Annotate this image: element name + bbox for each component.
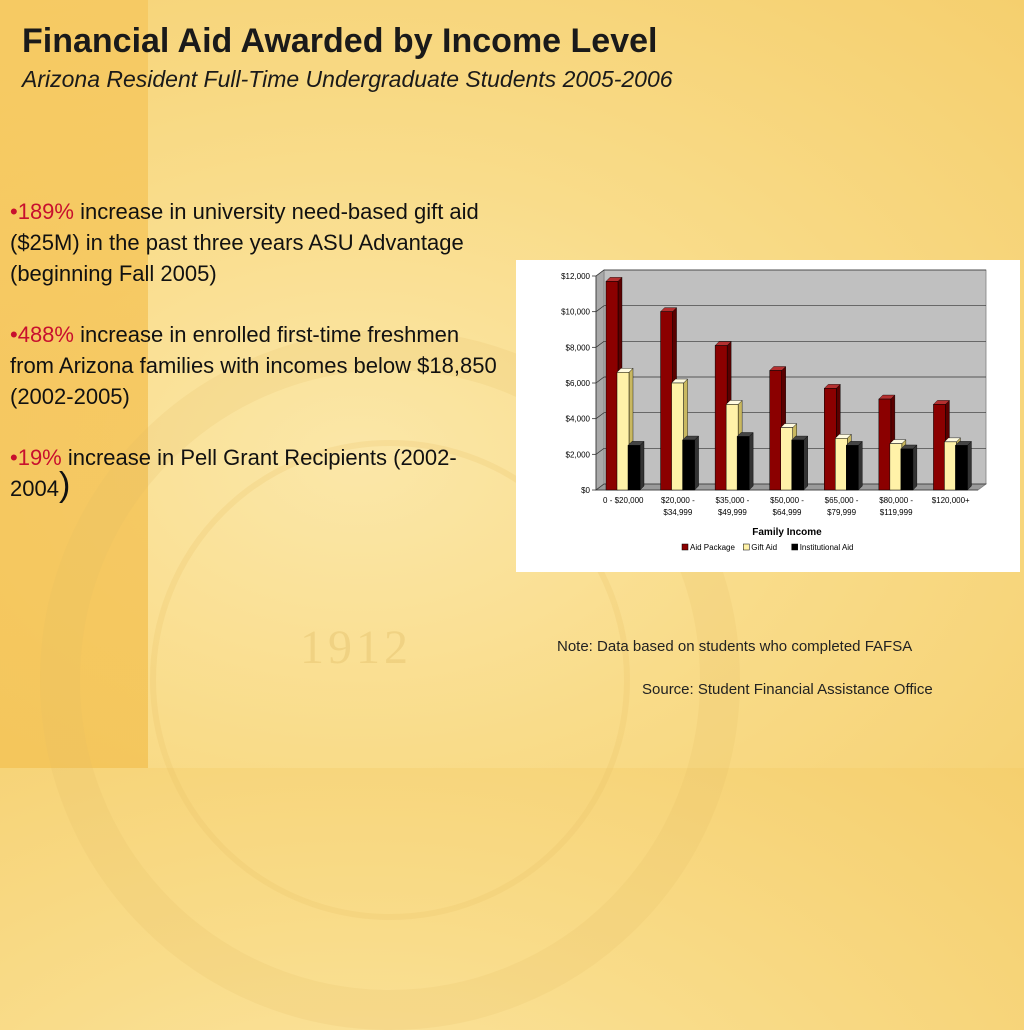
bar-gift-aid	[617, 372, 629, 490]
x-tick-label: 0 - $20,000	[603, 496, 644, 505]
financial-aid-bar-chart	[516, 260, 1020, 572]
legend-label: Institutional Aid	[799, 543, 854, 552]
bar-aid-package	[824, 388, 836, 490]
y-tick-label: $4,000	[565, 414, 590, 424]
bar-side	[640, 441, 644, 490]
bar-aid-package	[606, 281, 618, 490]
bullet-text: increase in enrolled first-time freshmen from Arizona families with incomes below $18,850 (2002-2005)	[10, 322, 497, 409]
y-tick-label: $6,000	[565, 379, 590, 388]
bar-gift-aid	[835, 438, 847, 490]
x-tick-label: $49,999	[717, 508, 747, 517]
bar-side	[804, 436, 808, 490]
x-tick-label: $65,000 -	[824, 496, 859, 505]
bar-side	[913, 445, 917, 490]
bar-aid-package	[715, 346, 727, 490]
legend-swatch	[682, 544, 688, 550]
bullet-closing-paren: )	[58, 466, 71, 504]
legend-label: Aid Package	[690, 543, 735, 552]
x-tick-label: $80,000 -	[879, 496, 914, 505]
bullet-pell-increase: •19% increase in Pell Grant Recipients (2002-2004)	[10, 445, 457, 504]
bar-aid-package	[933, 404, 945, 490]
x-tick-label: $120,000+	[931, 496, 970, 505]
source-line: Source: Student Financial Assistance Office	[642, 681, 933, 698]
seal-watermark-year: 1912	[300, 621, 412, 674]
bar-side	[967, 441, 971, 490]
bar-institutional-aid	[792, 440, 804, 490]
x-tick-label: $35,000 -	[715, 496, 750, 505]
chart-panel	[516, 260, 1020, 572]
bar-side	[858, 441, 862, 490]
bar-gift-aid	[781, 428, 793, 490]
bar-aid-package	[879, 399, 891, 490]
y-tick-label: $0	[581, 486, 590, 495]
bullet-highlight: 189%	[17, 199, 74, 224]
bullet-list	[10, 196, 500, 534]
bar-gift-aid	[944, 442, 956, 490]
x-tick-label: $34,999	[663, 508, 693, 517]
bar-institutional-aid	[628, 445, 640, 490]
bar-institutional-aid	[737, 437, 749, 491]
bullet-highlight: 488%	[17, 322, 74, 347]
bar-gift-aid	[890, 444, 902, 490]
slide-subtitle: Arizona Resident Full-Time Undergraduate Students 2005-2006	[22, 66, 673, 92]
slide-title: Financial Aid Awarded by Income Level	[22, 22, 658, 60]
y-tick-label: $8,000	[565, 343, 590, 353]
bullet-text: increase in Pell Grant Recipients (2002-2004	[10, 445, 457, 501]
bar-side	[695, 436, 699, 490]
legend-label: Gift Aid	[751, 543, 778, 552]
bar-side	[749, 433, 753, 491]
bar-aid-package	[770, 371, 782, 490]
x-tick-label: $20,000 -	[660, 496, 695, 505]
x-axis-label: Family Income	[752, 527, 822, 538]
x-tick-label: $50,000 -	[770, 496, 804, 505]
footnote: Note: Data based on students who completed FAFSA	[557, 638, 913, 655]
y-tick-label: $12,000	[561, 272, 590, 281]
bar-institutional-aid	[901, 449, 913, 490]
legend-swatch	[792, 544, 798, 550]
bullet-highlight: 19%	[17, 445, 62, 470]
bar-aid-package	[661, 312, 673, 490]
bullet-gift-aid-increase: •189% increase in university need-based gift aid ($25M) in the past three years ASU Advantage (beginning Fall 2005)	[10, 199, 479, 286]
bar-institutional-aid	[846, 445, 858, 490]
x-tick-label: $119,999	[879, 508, 913, 517]
legend-swatch	[743, 544, 749, 550]
bar-institutional-aid	[955, 445, 967, 490]
bullet-text: increase in university need-based gift aid ($25M) in the past three years ASU Advantage (beginning Fall 2005)	[10, 199, 479, 286]
x-tick-label: $79,999	[827, 508, 857, 517]
bar-institutional-aid	[683, 440, 695, 490]
y-tick-label: $10,000	[561, 307, 590, 317]
bullet-freshmen-increase: •488% increase in enrolled first-time freshmen from Arizona families with incomes below $18,850 (2002-2005)	[10, 322, 497, 409]
x-tick-label: $64,999	[772, 508, 802, 517]
bar-gift-aid	[726, 404, 738, 490]
y-tick-label: $2,000	[565, 450, 590, 460]
bar-gift-aid	[672, 383, 684, 490]
